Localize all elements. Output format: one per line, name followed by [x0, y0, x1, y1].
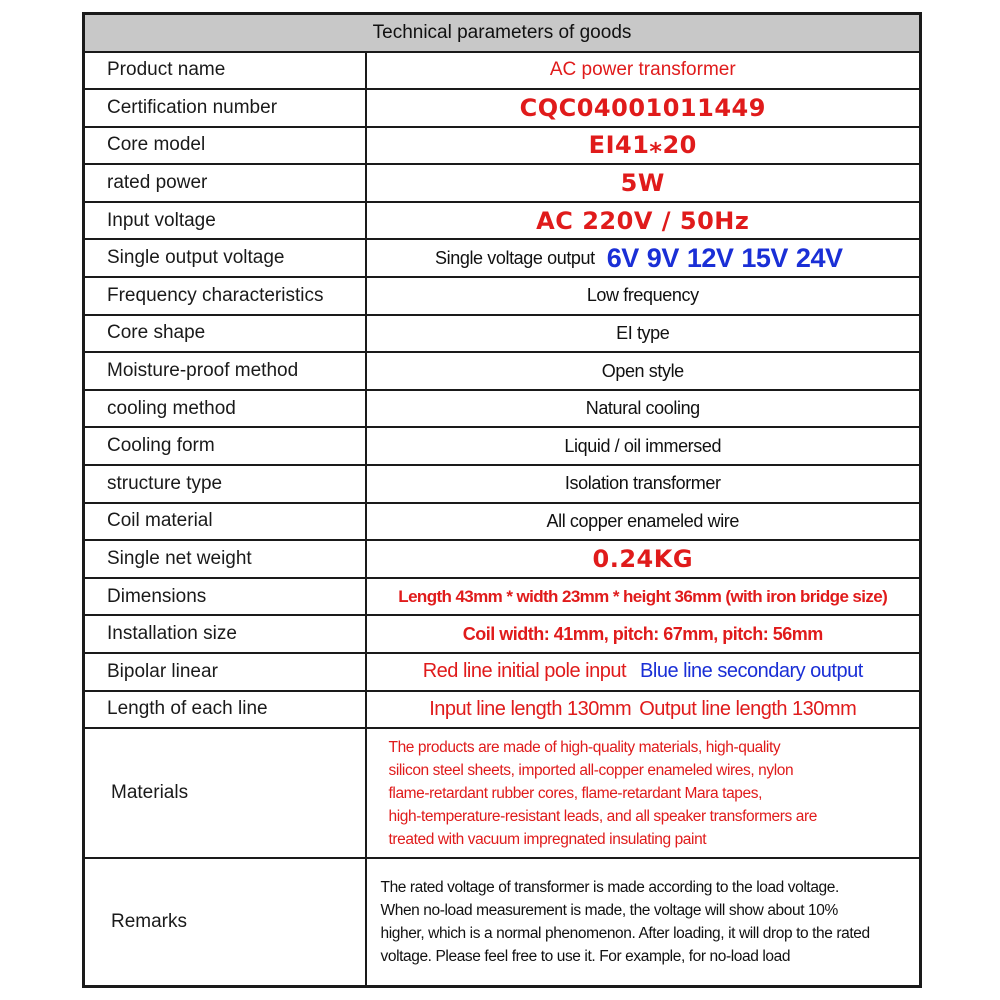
row-label: Coil material	[84, 503, 366, 541]
line-length-value	[366, 691, 921, 729]
frequency-value: Low frequency	[366, 277, 921, 315]
table-row	[84, 615, 921, 653]
voltage-prefix: Single voltage output	[435, 247, 595, 268]
table-row	[84, 653, 921, 691]
table-row	[84, 315, 921, 353]
remarks-line: voltage. Please feel free to use it. For example, for no-load load	[380, 947, 791, 965]
table-row	[84, 540, 921, 578]
table-row	[84, 127, 921, 165]
voltage-option: 24V	[795, 242, 843, 273]
materials-line: silicon steel sheets, imported all-copper enameled wires, nylon	[388, 761, 794, 779]
materials-line: The products are made of high-quality materials, high-quality	[388, 738, 781, 756]
output-line-length: Output line length 130mm	[639, 697, 857, 720]
product-name-value: AC power transformer	[366, 52, 921, 90]
remarks-label: Remarks	[84, 858, 366, 986]
row-label: Moisture-proof method	[84, 352, 366, 390]
net-weight-value: 0.24KG	[366, 540, 921, 578]
table-row	[84, 728, 921, 858]
installation-size-value: Coil width: 41mm, pitch: 67mm, pitch: 56mm	[366, 615, 921, 653]
input-line-length: Input line length 130mm	[429, 697, 632, 720]
materials-text	[366, 728, 921, 858]
row-label: Input voltage	[84, 202, 366, 240]
row-label: Certification number	[84, 89, 366, 127]
remarks-line: When no-load measurement is made, the voltage will show about 10%	[380, 901, 838, 919]
voltage-option: 6V	[606, 242, 639, 273]
row-label: Installation size	[84, 615, 366, 653]
materials-label: Materials	[84, 728, 366, 858]
row-label: Length of each line	[84, 691, 366, 729]
row-label: Bipolar linear	[84, 653, 366, 691]
table-title: Technical parameters of goods	[84, 14, 921, 52]
blue-line-text: Blue line secondary output	[640, 660, 863, 683]
row-label: Product name	[84, 52, 366, 90]
voltage-list	[607, 243, 851, 273]
row-label: Frequency characteristics	[84, 277, 366, 315]
row-label: rated power	[84, 164, 366, 202]
row-label: Single net weight	[84, 540, 366, 578]
table-row	[84, 691, 921, 729]
table-row	[84, 858, 921, 986]
voltage-option: 15V	[741, 242, 788, 273]
table-row	[84, 164, 921, 202]
voltage-option: 12V	[686, 242, 734, 273]
table-row	[84, 352, 921, 390]
voltage-option: 9V	[646, 242, 679, 273]
table-row	[84, 578, 921, 616]
materials-line: flame-retardant rubber cores, flame-retardant Mara tapes,	[388, 784, 762, 802]
row-label: Core model	[84, 127, 366, 165]
table-header-row	[84, 14, 921, 52]
cooling-form-value: Liquid / oil immersed	[366, 427, 921, 465]
table-row	[84, 427, 921, 465]
table-row	[84, 52, 921, 90]
materials-line: treated with vacuum impregnated insulating paint	[388, 830, 707, 848]
single-output-voltage-value	[366, 239, 921, 277]
coil-material-value: All copper enameled wire	[366, 503, 921, 541]
row-label: Single output voltage	[84, 239, 366, 277]
materials-line: high-temperature-resistant leads, and all speaker transformers are	[388, 807, 817, 825]
red-line-text: Red line initial pole input	[422, 660, 627, 683]
structure-type-value: Isolation transformer	[366, 465, 921, 503]
bipolar-linear-value	[366, 653, 921, 691]
input-voltage-value: AC 220V / 50Hz	[366, 202, 921, 240]
row-label: structure type	[84, 465, 366, 503]
table-row	[84, 239, 921, 277]
remarks-line: The rated voltage of transformer is made according to the load voltage.	[380, 878, 839, 896]
row-label: Dimensions	[84, 578, 366, 616]
row-label: Cooling form	[84, 427, 366, 465]
remarks-text	[366, 858, 921, 986]
remarks-line: higher, which is a normal phenomenon. After loading, it will drop to the rated	[380, 924, 870, 942]
dimensions-value: Length 43mm * width 23mm * height 36mm (with iron bridge size)	[366, 578, 921, 616]
table-row	[84, 503, 921, 541]
rated-power-value: 5W	[366, 164, 921, 202]
table-row	[84, 465, 921, 503]
certification-number-value: CQC04001011449	[366, 89, 921, 127]
table-row	[84, 390, 921, 428]
row-label: Core shape	[84, 315, 366, 353]
table-row	[84, 89, 921, 127]
core-model-value: EI41⁎20	[366, 127, 921, 165]
table-row	[84, 277, 921, 315]
moisture-proof-value: Open style	[366, 352, 921, 390]
table-row	[84, 202, 921, 240]
spec-table	[82, 12, 922, 988]
core-shape-value: EI type	[366, 315, 921, 353]
row-label: cooling method	[84, 390, 366, 428]
cooling-method-value: Natural cooling	[366, 390, 921, 428]
